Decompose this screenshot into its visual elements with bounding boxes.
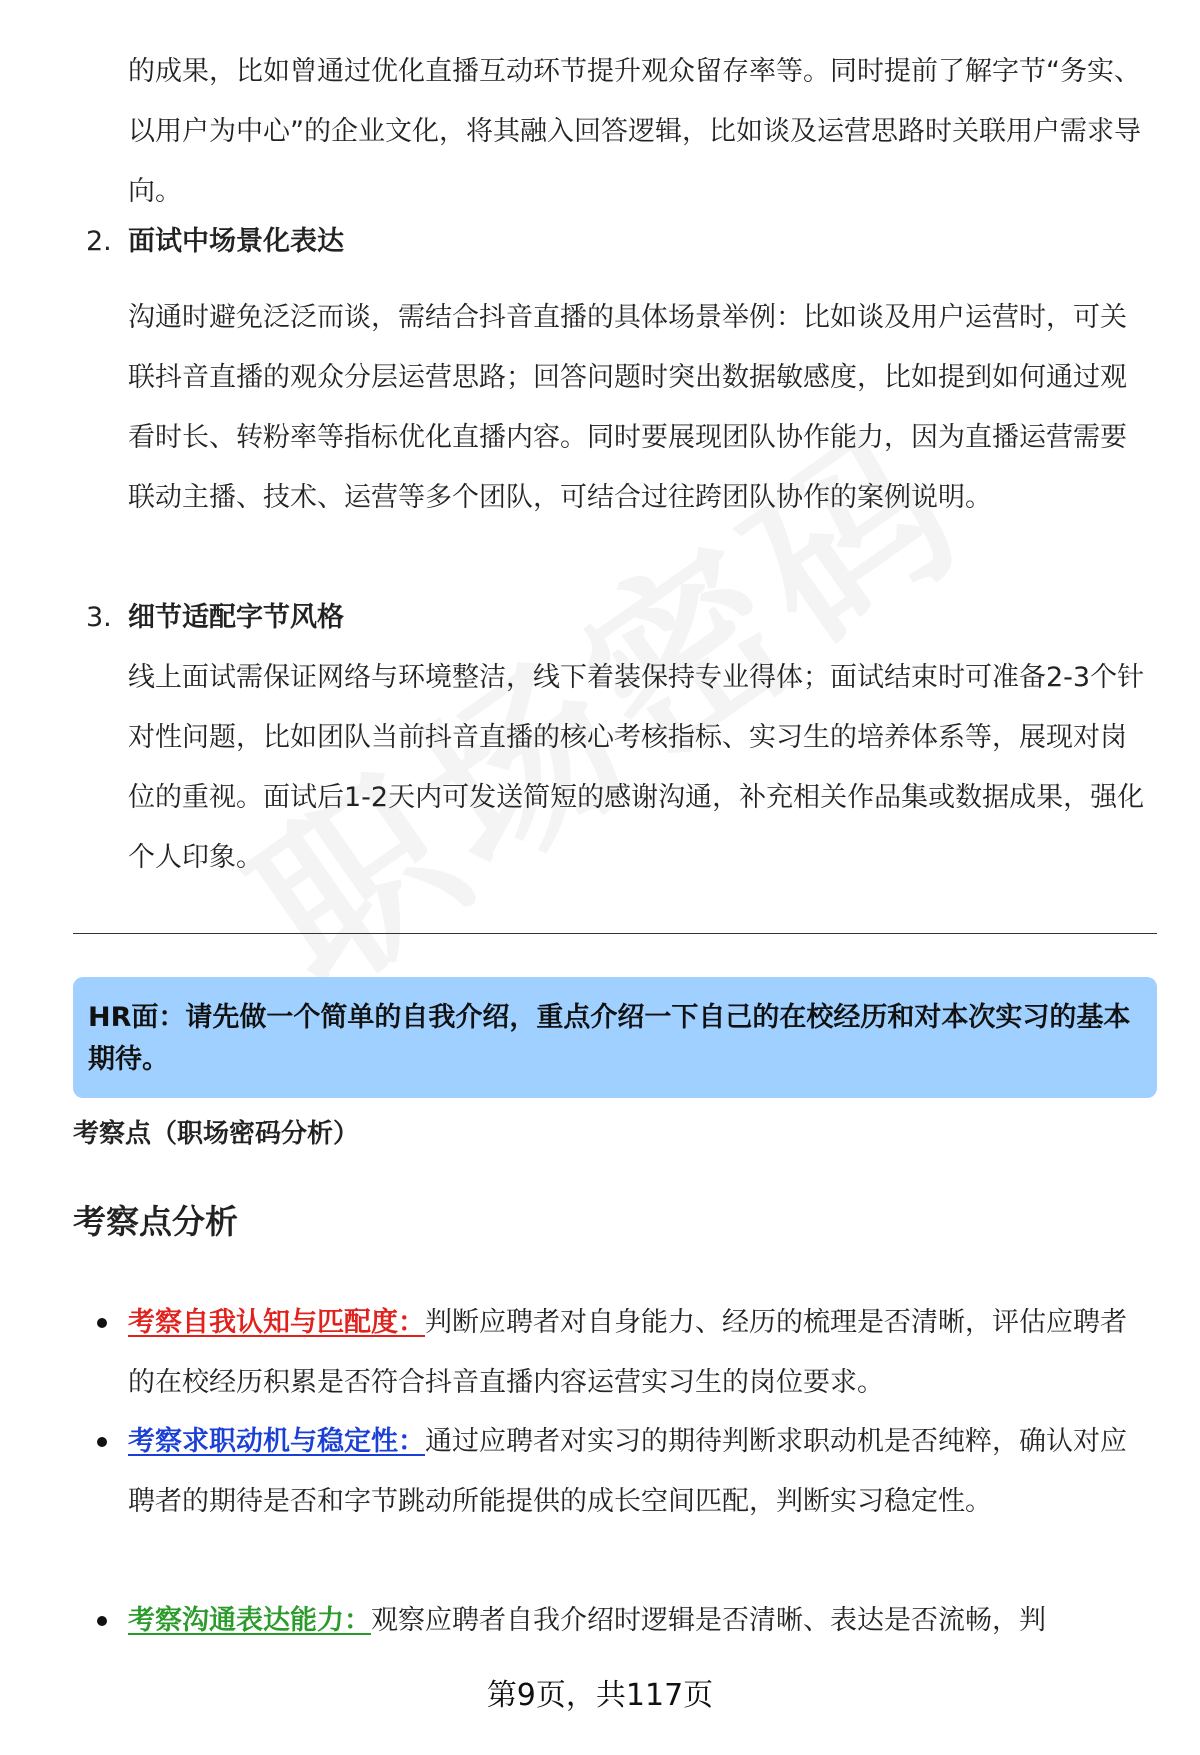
bullet-text: 观察应聘者自我介绍时逻辑是否清晰、表达是否流畅，判 (371, 1605, 1046, 1636)
item-number: 3. (86, 602, 112, 633)
bullet-item (128, 1412, 1148, 1532)
page-footer: 第9页，共117页 (486, 1678, 714, 1713)
item-body: 线上面试需保证网络与环境整洁，线下着装保持专业得体；面试结束时可准备2-3个针对性问题，比如团队当前抖音直播的核心考核指标、实习生的培养体系等，展现对岗位的重视。面试后1-2天内可发送简短的感谢沟通，补充相关作品集或数据成果，强化个人印象。 (128, 662, 1145, 873)
item-title: 面试中场景化表达 (128, 226, 344, 257)
question-callout (73, 977, 1157, 1098)
bullet-item (128, 1293, 1148, 1413)
divider (73, 933, 1157, 934)
intro-paragraph: 的成果，比如曾通过优化直播互动环节提升观众留存率等。同时提前了解字节“务实、以用户为中心”的企业文化，将其融入回答逻辑，比如谈及运营思路时关联用户需求导向。 (128, 56, 1141, 207)
bullet-text: 通过应聘者对实习的期待判断求职动机是否纯粹，确认对应聘者的期待是否和字节跳动所能提供的成长空间匹配，判断实习稳定性。 (128, 1426, 1127, 1517)
question-text: HR面：请先做一个简单的自我介绍，重点介绍一下自己的在校经历和对本次实习的基本期待。 (88, 1002, 1131, 1075)
bullet-item (128, 1591, 1148, 1651)
bullet-label: 考察自我认知与匹配度： (128, 1307, 425, 1338)
bullet-dot (97, 1616, 107, 1626)
bullet-dot (97, 1437, 107, 1447)
section-heading: 考察点分析 (73, 1202, 238, 1241)
bullet-dot (97, 1318, 107, 1328)
item-number: 2. (86, 226, 112, 257)
bullet-text: 判断应聘者对自身能力、经历的梳理是否清晰，评估应聘者的在校经历积累是否符合抖音直播内容运营实习生的岗位要求。 (128, 1307, 1127, 1398)
item-body: 沟通时避免泛泛而谈，需结合抖音直播的具体场景举例：比如谈及用户运营时，可关联抖音直播的观众分层运营思路；回答问题时突出数据敏感度，比如提到如何通过观看时长、转粉率等指标优化直播内容。同时要展现团队协作能力，因为直播运营需要联动主播、技术、运营等多个团队，可结合过往跨团队协作的案例说明。 (128, 302, 1127, 513)
sub-heading: 考察点（职场密码分析） (73, 1119, 360, 1149)
item-title: 细节适配字节风格 (128, 602, 344, 633)
bullet-label: 考察沟通表达能力： (128, 1605, 371, 1636)
bullet-label: 考察求职动机与稳定性： (128, 1426, 425, 1457)
